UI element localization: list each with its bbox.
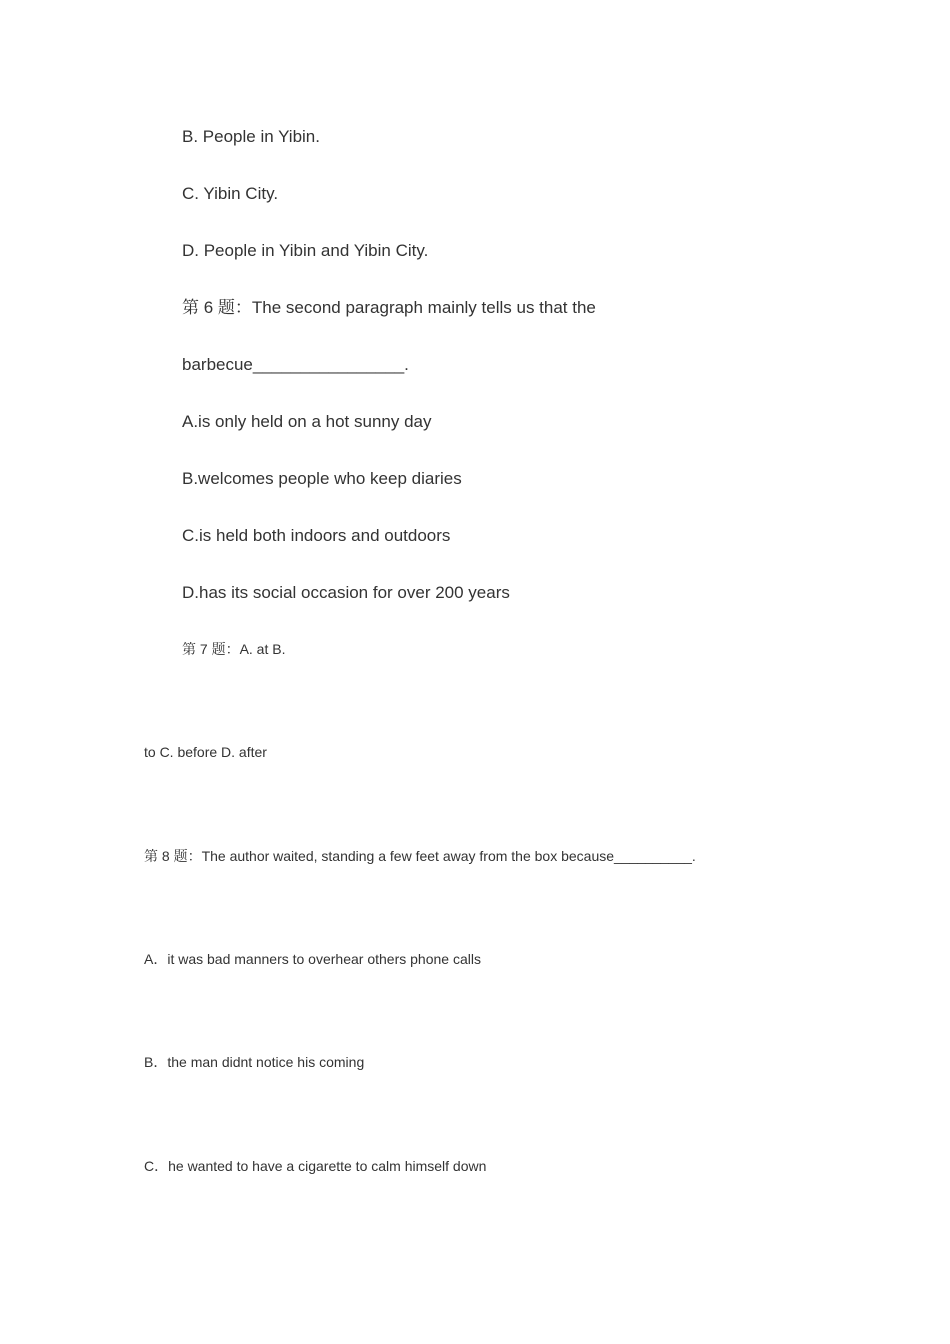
q6-option-b: B.welcomes people who keep diaries	[182, 469, 462, 488]
q8-option-b: B．the man didnt notice his coming	[144, 1054, 365, 1070]
q6-option-a: A.is only held on a hot sunny day	[182, 412, 432, 431]
q6-option-d: D.has its social occasion for over 200 years	[182, 583, 510, 602]
q6-stem-line2: barbecue________________.	[182, 355, 409, 374]
q8-option-a: A．it was bad manners to overhear others phone calls	[144, 951, 481, 967]
q7-line1: 第 7 题：A. at B.	[182, 641, 286, 657]
q6-stem-line1: 第 6 题：The second paragraph mainly tells us that the	[182, 298, 596, 317]
q5-option-d: D. People in Yibin and Yibin City.	[182, 241, 429, 260]
q6-option-c: C.is held both indoors and outdoors	[182, 526, 451, 545]
q8-option-c: C．he wanted to have a cigarette to calm himself down	[144, 1158, 487, 1174]
q8-stem: 第 8 题：The author waited, standing a few feet away from the box because__________.	[144, 848, 696, 864]
q5-option-b: B. People in Yibin.	[182, 127, 320, 146]
q5-option-c: C. Yibin City.	[182, 184, 279, 203]
q7-line2: to C. before D. after	[144, 744, 267, 760]
